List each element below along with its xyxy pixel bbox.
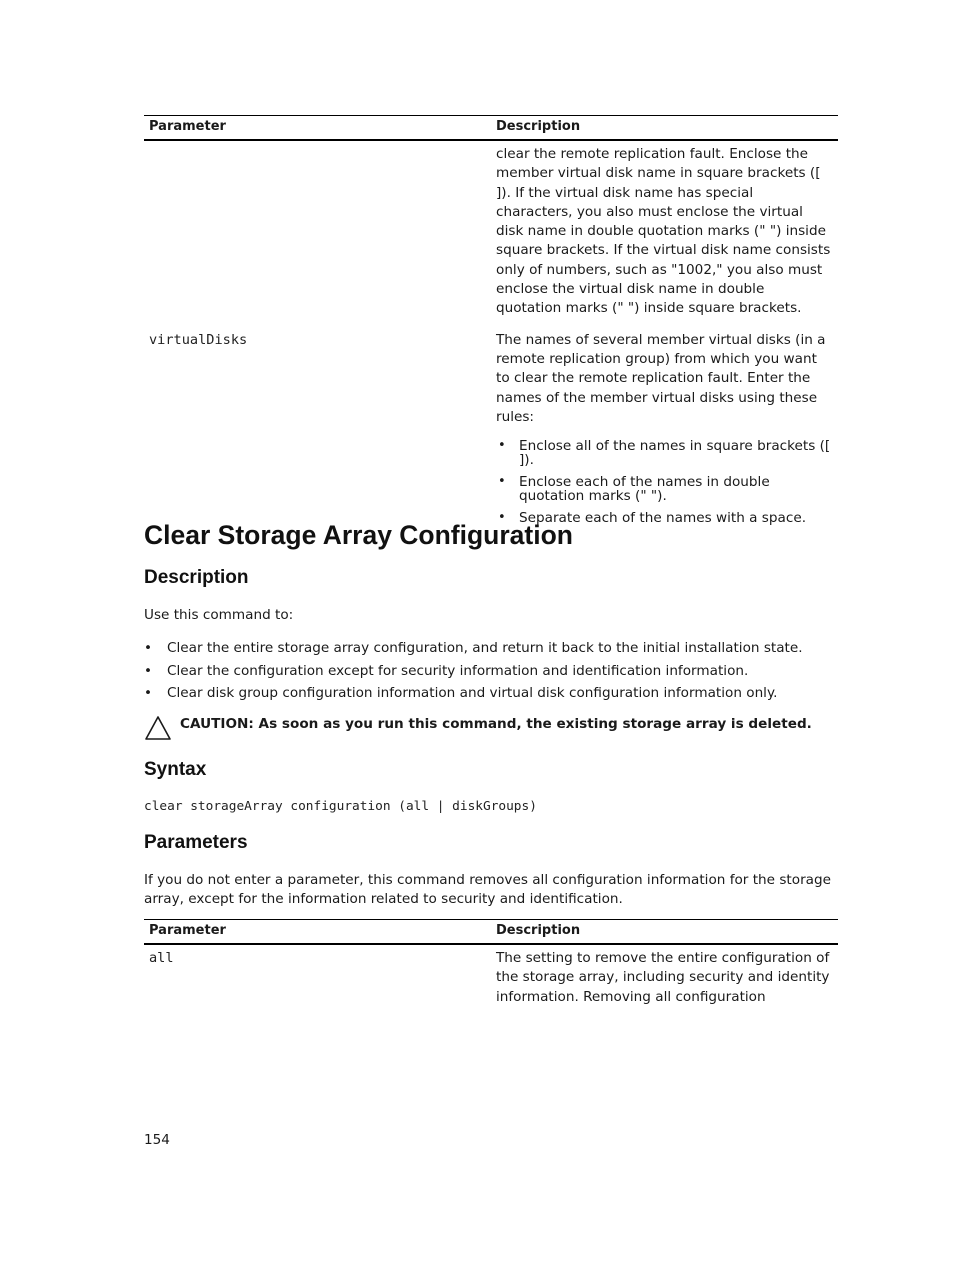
caution-text: CAUTION: As soon as you run this command, the existing storage array is deleted. [180,716,812,732]
warning-triangle-icon [144,715,172,741]
parameter-description [491,140,838,327]
list-item: • Enclose all of the names in square brackets ([ ]). [519,439,833,467]
column-header-description: Description [491,920,838,945]
description-text: The setting to remove the entire configuration of the storage array, including security and identity information. Removing all configuration [496,950,830,1005]
description-list [144,637,861,705]
parameter-table [144,919,838,1015]
list-item: • Clear the entire storage array configuration, and return it back to the initial installation state. [167,637,861,660]
syntax-code: clear storageArray configuration (all | diskGroups) [144,799,537,814]
parameters-heading: Parameters [144,832,248,853]
column-header-parameter: Parameter [144,116,491,141]
column-header-parameter: Parameter [144,920,491,945]
table-row [144,327,838,541]
rules-list [496,439,833,525]
table-row [144,944,838,1015]
parameter-table-continued [144,115,838,541]
list-item: • Clear the configuration except for security information and identification information. [167,660,861,683]
section-title: Clear Storage Array Configuration [144,520,573,550]
page-number: 154 [144,1132,170,1148]
list-item: • Clear disk group configuration information and virtual disk configuration information only. [167,682,861,705]
description-text: clear the remote replication fault. Enclose the member virtual disk name in square brackets ([ ]). If the virtual disk name has special characters, you also must enclose the virtual disk name in double quotation marks (" ") inside square brackets. If the virtual disk name consists only of numbers, such as "1002," you also must enclose the virtual disk name in double quotation marks (" ") inside square brackets. [496,146,831,317]
parameter-name: virtualDisks [149,331,248,348]
description-text: The names of several member virtual disks (in a remote replication group) from which you want to clear the remote replication fault. Enter the names of the member virtual disks using these rules: [496,331,826,425]
parameter-description [491,327,838,541]
syntax-heading: Syntax [144,759,207,780]
parameter-description [491,944,838,1015]
parameters-intro: If you do not enter a parameter, this command removes all configuration information for the storage array, except for the information related to security and identification. [144,872,831,908]
parameter-name [144,140,491,327]
list-item: • Enclose each of the names in double quotation marks (" "). [519,475,833,503]
table-row [144,140,838,327]
caution-note [144,715,838,741]
description-intro: Use this command to: [144,607,294,623]
description-heading: Description [144,567,249,588]
column-header-description: Description [491,116,838,141]
parameter-name: all [149,950,174,966]
list-item: • Separate each of the names with a space. [519,511,833,525]
